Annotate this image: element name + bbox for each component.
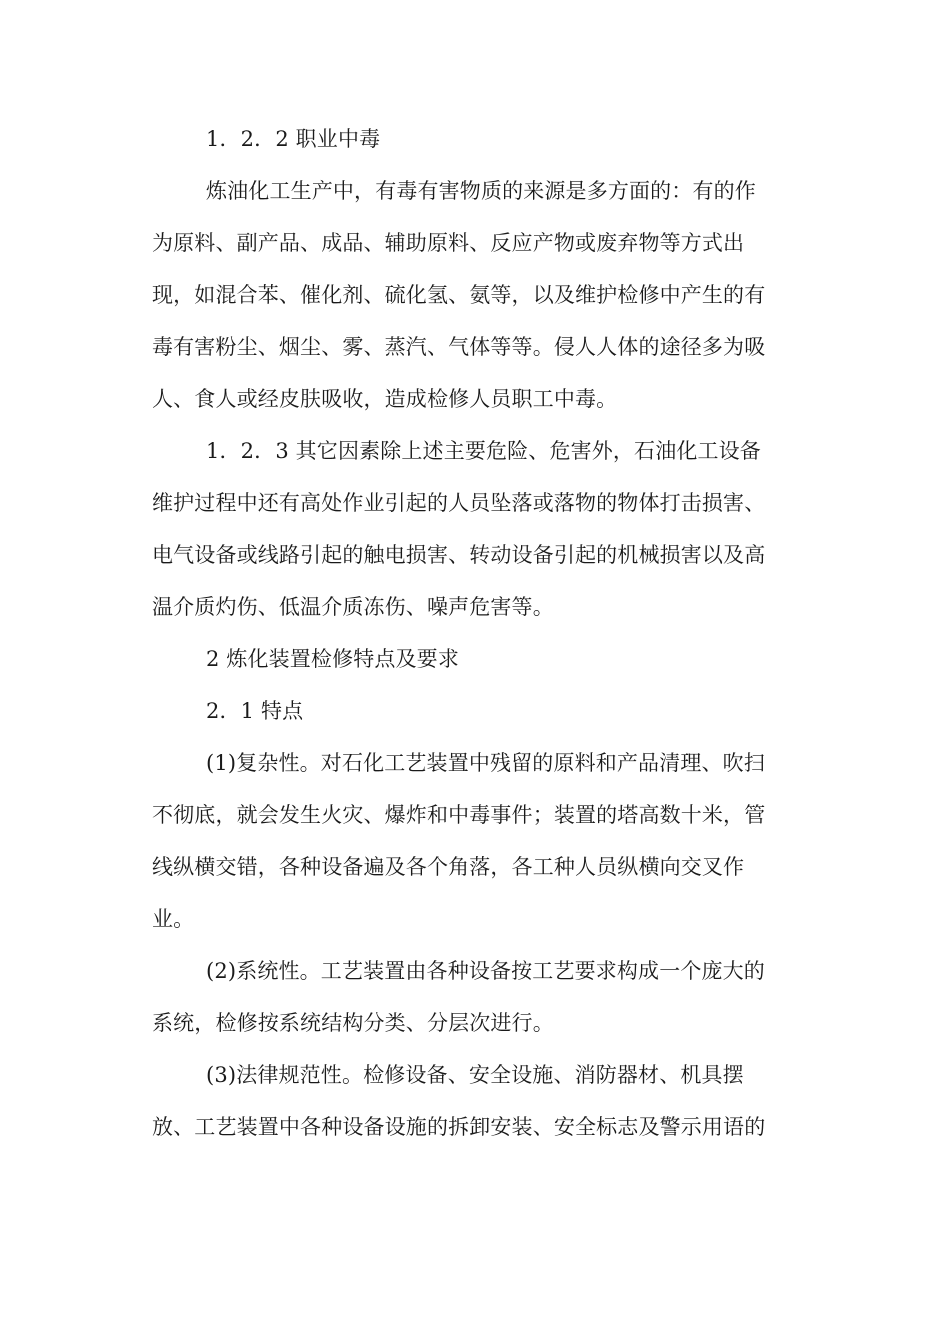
- heading-other-factors: 1．2．3 其它因素除上述主要危险、危害外，石油化工设备: [206, 439, 761, 463]
- paragraph-line: 温介质灼伤、低温介质冻伤、噪声危害等。: [152, 595, 554, 619]
- paragraph-line: 人、食人或经皮肤吸收，造成检修人员职工中毒。: [152, 387, 618, 411]
- paragraph-line: 现，如混合苯、催化剂、硫化氢、氨等，以及维护检修中产生的有: [152, 283, 766, 307]
- paragraph-line: 不彻底，就会发生火灾、爆炸和中毒事件；装置的塔高数十米，管: [152, 803, 766, 827]
- subsection-heading: 2．1 特点: [206, 699, 304, 723]
- heading-occupational-poisoning: 1．2．2 职业中毒: [206, 127, 381, 151]
- paragraph-line: 线纵横交错，各种设备遍及各个角落，各工种人员纵横向交叉作: [152, 855, 745, 879]
- section-heading: 2 炼化装置检修特点及要求: [206, 647, 459, 671]
- paragraph-line: 电气设备或线路引起的触电损害、转动设备引起的机械损害以及高: [152, 543, 766, 567]
- paragraph-line: 为原料、副产品、成品、辅助原料、反应产物或废弃物等方式出: [152, 231, 745, 255]
- paragraph-line: 放、工艺装置中各种设备设施的拆卸安装、安全标志及警示用语的: [152, 1115, 766, 1139]
- paragraph-line: 维护过程中还有高处作业引起的人员坠落或落物的物体打击损害、: [152, 491, 766, 515]
- list-item-systematic: (2)系统性。工艺装置由各种设备按工艺要求构成一个庞大的: [206, 959, 765, 983]
- list-item-legal-norms: (3)法律规范性。检修设备、安全设施、消防器材、机具摆: [206, 1063, 744, 1087]
- paragraph-line: 业。: [152, 907, 195, 931]
- paragraph-line: 炼油化工生产中，有毒有害物质的来源是多方面的：有的作: [206, 179, 756, 203]
- paragraph-line: 系统，检修按系统结构分类、分层次进行。: [152, 1011, 554, 1035]
- paragraph-line: 毒有害粉尘、烟尘、雾、蒸汽、气体等等。侵人人体的途径多为吸: [152, 335, 766, 359]
- list-item-complexity: (1)复杂性。对石化工艺装置中残留的原料和产品清理、吹扫: [206, 751, 765, 775]
